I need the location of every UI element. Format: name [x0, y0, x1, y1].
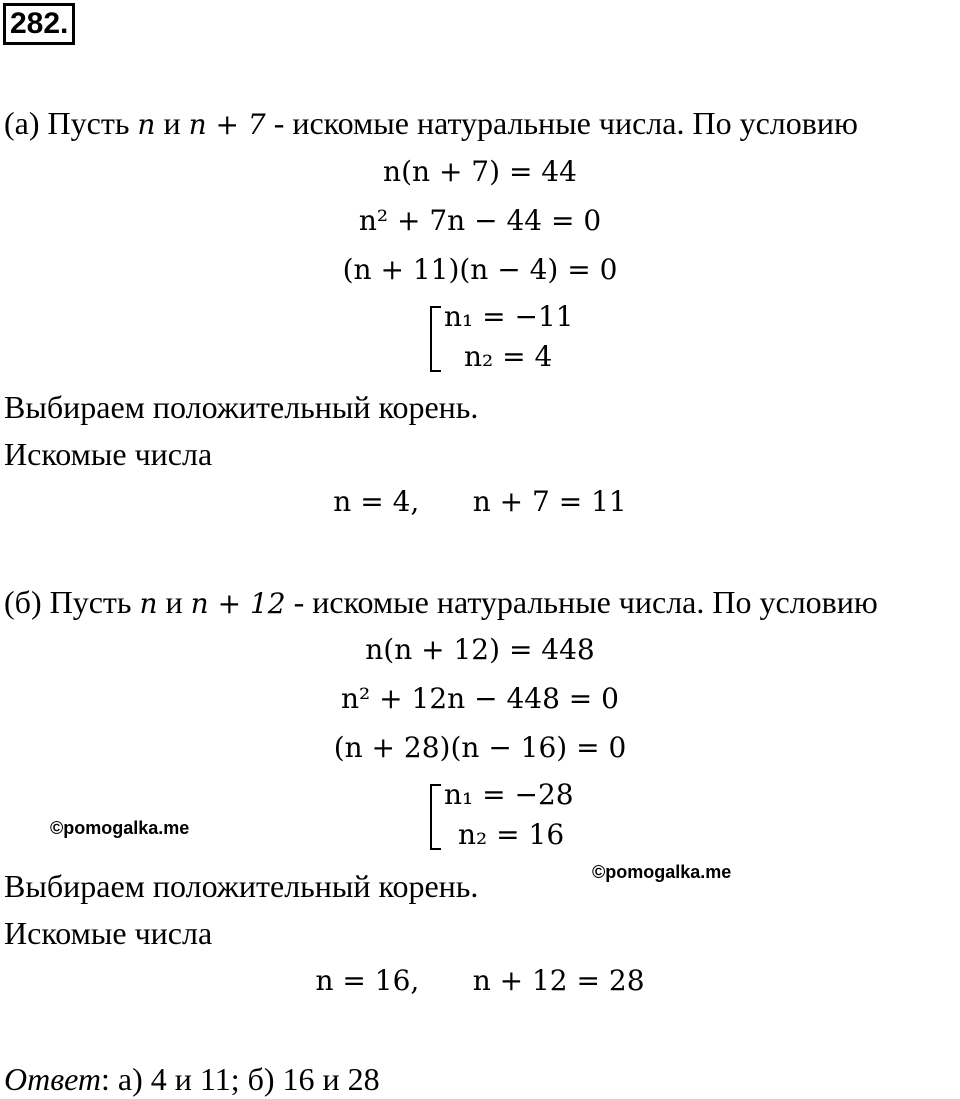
- answer: [4, 1060, 380, 1098]
- part-a-equation-1: n(n + 7) = 44: [383, 155, 577, 188]
- system-bracket: [430, 784, 441, 850]
- part-a-intro: (а) Пусть n и n + 7 - искомые натуральные числа. По условию: [4, 105, 858, 141]
- answer-text: : а) 4 и 11; б) 16 и 28: [101, 1061, 380, 1097]
- part-a-root-1: n₁ = −11: [444, 300, 574, 333]
- part-b-sought: Искомые числа: [4, 915, 213, 951]
- part-b-root-system: [430, 778, 610, 858]
- part-a-equation-2: n² + 7n − 44 = 0: [358, 204, 602, 237]
- part-b-equation-1: n(n + 12) = 448: [365, 633, 595, 666]
- part-a-choose-root: Выбираем положительный корень.: [4, 389, 479, 425]
- part-b-intro: (б) Пусть n и n + 12 - искомые натуральные числа. По условию: [4, 584, 878, 620]
- watermark: ©pomogalka.me: [592, 862, 732, 882]
- part-a-root-2: n₂ = 4: [464, 340, 553, 373]
- part-a-root-system: [430, 300, 610, 380]
- part-a-result: n = 4, n + 7 = 11: [333, 485, 627, 518]
- answer-label: Ответ: [4, 1061, 101, 1097]
- part-a-sought: Искомые числа: [4, 436, 213, 472]
- part-b-equation-3: (n + 28)(n − 16) = 0: [333, 731, 627, 764]
- system-bracket: [430, 306, 441, 372]
- watermark: ©pomogalka.me: [50, 818, 190, 838]
- part-b-root-2: n₂ = 16: [458, 818, 565, 851]
- part-b-equation-2: n² + 12n − 448 = 0: [341, 682, 619, 715]
- problem-number: 282.: [3, 3, 75, 45]
- part-b-choose-root: Выбираем положительный корень.: [4, 868, 479, 904]
- part-b-root-1: n₁ = −28: [444, 778, 574, 811]
- part-b-result: n = 16, n + 12 = 28: [315, 964, 645, 997]
- part-a-equation-3: (n + 11)(n − 4) = 0: [342, 253, 618, 286]
